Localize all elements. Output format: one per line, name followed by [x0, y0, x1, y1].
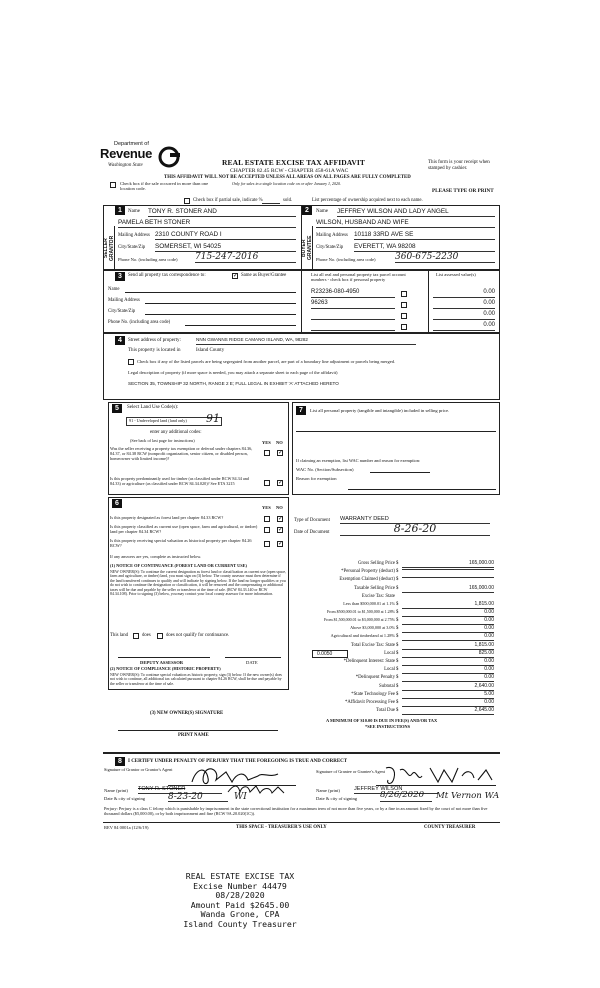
- reason-label: Reason for exemption: [296, 476, 337, 481]
- parcel-value[interactable]: 0.00: [433, 322, 495, 331]
- doc-date-label: Date of Document: [294, 530, 330, 535]
- parcel-header: List all real and personal property tax parcel account numbers - check box if personal property: [311, 272, 406, 283]
- stamp-line-6: Island County Treasurer: [183, 918, 297, 929]
- seller-name-line2[interactable]: PAMELA BETH STONER: [118, 219, 296, 228]
- dollar-sign: $: [396, 618, 399, 623]
- s6-question-2: Is this property classified as current use (open space, farm and agricultural, or timber) land per chapter 84.34 RCW?: [110, 524, 258, 534]
- s2-name-label: Name: [316, 209, 328, 214]
- located-label: This property is located in: [128, 348, 181, 353]
- local-label: Local: [384, 651, 395, 656]
- subtotal-value[interactable]: 2,640.00: [402, 684, 494, 691]
- s6-q1-no[interactable]: ✓: [278, 516, 284, 522]
- grantee-name-print[interactable]: JEFFREY WILSON: [354, 786, 438, 794]
- revenue-logo: [100, 141, 182, 175]
- seller-mailing[interactable]: 2310 COUNTY ROAD I: [155, 231, 296, 240]
- dollar-sign: $: [396, 643, 399, 648]
- if-claiming-label: If claiming an exemption, list WAC number and reason for exemption:: [296, 458, 421, 463]
- stamp-line-5: Wanda Grone, CPA: [200, 909, 280, 920]
- tech-fee-value[interactable]: 5.00: [402, 692, 494, 699]
- multi-location-label: Check box if the sale occurred in more than one location code.: [120, 181, 209, 192]
- dollar-sign: $: [396, 708, 399, 713]
- excise-state-label: Excise Tax: State: [361, 594, 395, 599]
- s3-phone-label: Phone No. (including area code): [108, 320, 171, 325]
- s5-q1-yes[interactable]: [264, 450, 270, 456]
- exemption-value[interactable]: [402, 577, 494, 578]
- parcel-value[interactable]: 0.00: [433, 311, 495, 320]
- land-use-label: Select Land Use Code(s):: [127, 405, 179, 410]
- stamp-line-3: 08/28/2020: [215, 890, 265, 901]
- section-3-number: 3: [115, 272, 125, 281]
- local-rate: 0.0050: [317, 651, 333, 657]
- grantor-name-print[interactable]: TONY R. STONER: [138, 786, 222, 794]
- form-title: REAL ESTATE EXCISE TAX AFFIDAVIT: [222, 158, 365, 167]
- print-name-label: PRINT NAME: [178, 733, 209, 738]
- s6-q3-yes[interactable]: [264, 541, 270, 547]
- deputy-assessor-label: DEPUTY ASSESSOR: [140, 660, 184, 665]
- continuance-title: (1) NOTICE OF CONTINUANCE (FOREST LAND OR CURRENT USE): [110, 563, 247, 568]
- grantee-sig-label: Signature of Grantee or Grantee's Agent: [316, 769, 385, 774]
- continuance-text: NEW OWNER(S): To continue the current designation as forest land or classification as current use (open space, farm and agriculture, or timber) land, you must sign on (3) below. The county assessor must then determine if the land transferred continues to qualify and will indicate by signing below. If the land no longer qualifies or you do not wish to continue the designation or classification, it will be removed and the compensating or additional taxes will be due and payable by the seller or transferor at the time of sale. (RCW 84.33.140 or RCW 84.34.108). Prior to signing (3) below, you may contact your local county assessor for more information.: [110, 570, 287, 596]
- total-state-label: Total Excise Tax: State: [350, 643, 395, 648]
- s3-city-label: City/State/Zip: [108, 309, 136, 314]
- parcel-personal-checkbox[interactable]: [401, 313, 407, 319]
- only-note: Only for sales in a single location code on or after January 1, 2020.: [232, 181, 341, 186]
- local-value[interactable]: 825.00: [402, 651, 494, 658]
- dollar-sign: $: [396, 602, 399, 607]
- parcel-personal-checkbox[interactable]: [401, 291, 407, 297]
- section-5-number: 5: [112, 404, 122, 413]
- does-label: does: [142, 633, 151, 638]
- buyer-mailing[interactable]: 10118 33RD AVE SE: [354, 231, 495, 240]
- dollar-sign: $: [396, 626, 399, 631]
- grantor-date-label: Date & city of signing: [104, 796, 146, 801]
- s6-q2-no[interactable]: ✓: [278, 527, 284, 533]
- legal-description[interactable]: SECTION 35, TOWNSHIP 32 NORTH, RANGE 2 E; FULL LEGAL IN EXHIBIT 'A' ATTACHED HERETO: [128, 381, 339, 386]
- partial-percent-field[interactable]: [262, 203, 280, 204]
- treasurer-use-only: THIS SPACE - TREASURER'S USE ONLY: [236, 825, 327, 830]
- grantee-date-label: Date & city of signing: [316, 796, 358, 801]
- this-land-label: This land: [110, 633, 128, 638]
- stamp-line-2: Excise Number 44479: [193, 880, 287, 891]
- taxable-value[interactable]: 165,000.00: [402, 586, 494, 593]
- list-personal-label: List all personal property (tangible and intangible) included in selling price.: [310, 408, 450, 413]
- does-not-label: does not qualify for continuance.: [166, 633, 230, 638]
- see-instructions: *SEE INSTRUCTIONS: [365, 724, 411, 729]
- s6-q3-no[interactable]: ✓: [278, 541, 284, 547]
- grantee-date[interactable]: 8/26/2020: [380, 791, 432, 802]
- grantee-name-label: Name (print): [316, 788, 340, 793]
- parcel-personal-checkbox[interactable]: [401, 324, 407, 330]
- wac-label: WAC No. (Section/Subsection): [296, 467, 354, 472]
- dollar-sign: $: [396, 700, 399, 705]
- seller-name-line1[interactable]: TONY R. STONER AND: [148, 208, 296, 217]
- deputy-date-label: DATE: [246, 660, 258, 665]
- tier4-value[interactable]: 0.00: [402, 626, 494, 633]
- s1-name-label: Name: [128, 209, 140, 214]
- s3-name-label: Name: [108, 287, 120, 292]
- land-use-code-handwritten: 91: [206, 412, 220, 425]
- tech-fee-label: *State Technology Fee: [351, 692, 395, 697]
- dollar-sign: $: [396, 651, 399, 656]
- historic-text: NEW OWNER(S): To continue special valuation as historic property, sign (3) below. If the new owner(s) does not wish to continue, all additional tax calculated pursuant to chapter 84.26 RCW, shall be due and payable by the seller or transferor at the time of sale.: [110, 673, 282, 686]
- tier4-label: Above $3,000,000 at 3.0%: [350, 625, 395, 630]
- tier3-label: From $1,500,000.01 to $3,000,000 at 2.75%: [324, 617, 395, 622]
- s5-no: NO: [276, 440, 283, 445]
- dollar-sign: $: [396, 659, 399, 664]
- s6-question-3: Is this property receiving special valuation as historical property per chapter 84.26 RCW?: [110, 538, 252, 548]
- dept-state: Washington State: [108, 163, 143, 168]
- tier3-value[interactable]: 0.00: [402, 618, 494, 625]
- dollar-sign: $: [396, 586, 399, 591]
- see-back-note: (See back of last page for instructions): [130, 438, 195, 443]
- total-due-value[interactable]: 2,645.00: [402, 708, 494, 715]
- dept-of: Department of: [114, 141, 149, 147]
- s3-mailing-label: Mailing Address: [108, 298, 140, 303]
- county-treasurer-label: COUNTY TREASURER: [424, 825, 476, 830]
- dollar-sign: $: [396, 634, 399, 639]
- dollar-sign: $: [396, 569, 399, 574]
- s5-q2-no[interactable]: ✓: [278, 480, 284, 486]
- grantor-place[interactable]: WI: [234, 792, 247, 802]
- section-7-number: 7: [296, 406, 306, 415]
- s5-question-2: Is this property predominantly used for timber (as classified under RCW 84.34 and 84.33) or agriculture (as classified under RCW 84.34.020)? See ETA 3215: [110, 476, 249, 486]
- enter-additional-label: enter any additional codes:: [150, 430, 202, 435]
- dollar-sign: $: [396, 561, 399, 566]
- s1-phone-label: Phone No. (including area code): [118, 257, 178, 262]
- list-percent-note: List percentage of ownership acquired next to each name.: [312, 198, 423, 203]
- affidavit-fee-label: *Affidavit Processing Fee: [344, 700, 395, 705]
- gross-value[interactable]: 165,000.00: [402, 561, 494, 568]
- does-checkbox[interactable]: [133, 633, 139, 639]
- section-8-number: 8: [115, 757, 125, 766]
- personal-value[interactable]: [402, 569, 494, 570]
- doc-type-value[interactable]: WARRANTY DEED: [340, 516, 490, 524]
- exemption-label: Exemption Claimed (deduct): [339, 577, 395, 582]
- same-as-buyer-checkbox[interactable]: ✓: [233, 273, 239, 279]
- tier1-value[interactable]: 1,815.00: [402, 602, 494, 609]
- form-chapter: CHAPTER 82.45 RCW - CHAPTER 458-61A WAC: [230, 168, 349, 174]
- s2-city-label: City/State/Zip: [316, 245, 344, 250]
- affidavit-fee-value[interactable]: 0.00: [402, 700, 494, 707]
- s6-yes: YES: [262, 505, 271, 510]
- local-rate-box[interactable]: [312, 650, 348, 658]
- agri-value[interactable]: 0.00: [402, 634, 494, 641]
- street-address[interactable]: NNN GWANNS RIDGE CAMANO ISLAND, WA, 98282: [196, 337, 416, 345]
- buyer-grantee-label: BUYER GRANTEE: [301, 235, 313, 261]
- buyer-city[interactable]: EVERETT, WA 98208: [354, 243, 495, 252]
- partial-sale-checkbox[interactable]: [184, 198, 190, 204]
- dollar-sign: $: [396, 684, 399, 689]
- land-use-value: 91 - Undeveloped land (land only): [129, 418, 187, 423]
- legal-label: Legal description of property (if more space is needed, you may attach a separate sheet to each page of the affidavit): [128, 370, 338, 375]
- seller-phone[interactable]: 715-247-2016: [195, 252, 296, 263]
- dollar-sign: $: [396, 577, 399, 582]
- buyer-phone[interactable]: 360-675-2230: [395, 252, 495, 263]
- if-any-yes: If any answers are yes, complete as instructed below.: [110, 554, 202, 559]
- does-not-checkbox[interactable]: [157, 633, 163, 639]
- delinquent-penalty-value[interactable]: 0.00: [402, 675, 494, 682]
- dollar-sign: $: [396, 692, 399, 697]
- parcel-value[interactable]: 0.00: [433, 289, 495, 298]
- doc-type-label: Type of Document: [294, 518, 330, 523]
- located-county: Island County: [196, 348, 225, 353]
- delinquent-penalty-label: *Delinquent Penalty: [355, 675, 395, 680]
- parcel-value[interactable]: 0.00: [433, 300, 495, 309]
- tier2-value[interactable]: 0.00: [402, 610, 494, 617]
- parcel-personal-checkbox[interactable]: [401, 302, 407, 308]
- s6-no: NO: [276, 505, 283, 510]
- certify-statement: I CERTIFY UNDER PENALTY OF PERJURY THAT THE FOREGOING IS TRUE AND CORRECT: [128, 759, 348, 764]
- grantor-date[interactable]: 8-23-20: [168, 792, 228, 802]
- rev-number: REV 84 0001a (12/6/19): [104, 825, 149, 830]
- agri-label: Agricultural and timberland at 1.28%: [330, 633, 395, 638]
- segregated-checkbox[interactable]: [128, 359, 134, 365]
- stamp-line-4: Amount Paid $2645.00: [190, 899, 290, 910]
- s5-question-1: Was the seller receiving a property tax exemption or deferral under chapters 84.36, 84.37, or 84.38 RCW (nonprofit organization, senior citizen, or disabled person, homeowner with limited income)?: [110, 446, 253, 461]
- seller-city[interactable]: SOMERSET, WI 54025: [155, 243, 296, 252]
- parcel-number[interactable]: 96263: [311, 300, 395, 309]
- minimum-note: A MINIMUM OF $10.00 IS DUE IN FEE(S) AND/OR TAX: [326, 718, 438, 723]
- assessed-header: List assessed value(s): [436, 272, 476, 277]
- dollar-sign: $: [396, 667, 399, 672]
- treasurer-stamp: [150, 872, 330, 930]
- s1-mailing-label: Mailing Address: [118, 233, 150, 238]
- parcel-number[interactable]: [311, 322, 395, 331]
- s6-q1-yes[interactable]: [264, 516, 270, 522]
- s5-yes: YES: [262, 440, 271, 445]
- s2-mailing-label: Mailing Address: [316, 233, 348, 238]
- send-correspondence-label: Send all property tax correspondence to:: [128, 273, 206, 278]
- gross-label: Gross Selling Price: [357, 561, 395, 566]
- buyer-name-line2[interactable]: WILSON, HUSBAND AND WIFE: [316, 219, 495, 228]
- seller-grantor-label: SELLER GRANTOR: [103, 235, 115, 261]
- delinquent-local-value[interactable]: 0.00: [402, 667, 494, 674]
- s6-q2-yes[interactable]: [264, 527, 270, 533]
- grantee-signature[interactable]: [382, 762, 498, 788]
- grantee-place[interactable]: Mt Vernon WA: [436, 791, 500, 801]
- dollar-sign: $: [396, 675, 399, 680]
- multi-location-checkbox[interactable]: [110, 182, 116, 188]
- s5-q1-no[interactable]: ✓: [278, 450, 284, 456]
- same-as-buyer-label: Same as Buyer/Grantee: [241, 273, 287, 278]
- buyer-name-line1[interactable]: JEFFREY WILSON AND LADY ANGEL: [337, 208, 495, 217]
- new-owner-signature-label: (3) NEW OWNER(S) SIGNATURE: [150, 711, 224, 716]
- sold-label: sold.: [283, 198, 293, 203]
- stamp-line-1: REAL ESTATE EXCISE TAX: [185, 871, 295, 881]
- section-2-number: 2: [302, 206, 312, 215]
- delinquent-interest-value[interactable]: 0.00: [402, 659, 494, 666]
- s5-q2-yes[interactable]: [264, 480, 270, 486]
- s2-phone-label: Phone No. (including area code): [316, 257, 376, 262]
- s1-city-label: City/State/Zip: [118, 245, 146, 250]
- dept-revenue: Revenue: [100, 146, 153, 161]
- doc-date-value[interactable]: 8-26-20: [340, 523, 490, 536]
- section-4-number: 4: [115, 336, 125, 345]
- total-due-label: Total Due: [376, 708, 395, 713]
- partial-sale-label: Check box if partial sale, indicate %: [193, 198, 263, 203]
- grantor-sig-label: Signature of Grantor or Grantor's Agent: [104, 767, 173, 772]
- s6-question-1: Is this property designated as forest land per chapter 84.33 RCW?: [110, 515, 224, 520]
- taxable-label: Taxable Selling Price: [354, 586, 395, 591]
- total-state-value[interactable]: 1,815.00: [402, 643, 494, 650]
- segregated-label: Check box if any of the listed parcels are being segregated from another parcel, are part of a boundary line adjustment or parcels being merged.: [137, 359, 396, 364]
- dollar-sign: $: [396, 610, 399, 615]
- type-or-print: PLEASE TYPE OR PRINT: [432, 188, 494, 194]
- subtotal-label: Subtotal: [379, 684, 395, 689]
- tier1-label: Less than $500,000.01 at 1.1%: [343, 601, 395, 606]
- section-6-number: 6: [112, 499, 122, 508]
- perjury-notice: Perjury: Perjury is a class C felony which is punishable by imprisonment in the state correctional institution for a maximum term of not more than five years, or by a fine in an amount fixed by the court of not more than five thousand dollars ($5,000.00), or by both imprisonment and fine (RCW 9A.20.020(1C)).: [104, 806, 488, 816]
- parcel-number[interactable]: R23236-080-4950: [311, 289, 395, 298]
- delinquent-local-label: Local: [384, 667, 395, 672]
- street-label: Street address of property:: [128, 338, 181, 343]
- section-1-number: 1: [115, 206, 125, 215]
- receipt-note: This form is your receipt when stamped by cashier.: [428, 160, 490, 171]
- delinquent-interest-label: *Delinquent Interest: State: [343, 659, 395, 664]
- tier2-label: From $500,000.01 to $1,500,000 at 1.28%: [327, 609, 395, 614]
- parcel-number[interactable]: [311, 311, 395, 320]
- form-warning: THIS AFFIDAVIT WILL NOT BE ACCEPTED UNLESS ALL AREAS ON ALL PAGES ARE FULLY COMPLETED: [164, 175, 411, 180]
- historic-title: (2) NOTICE OF COMPLIANCE (HISTORIC PROPERTY): [110, 666, 221, 671]
- grantor-name-label: Name (print): [104, 788, 128, 793]
- personal-label: *Personal Property (deduct): [341, 569, 395, 574]
